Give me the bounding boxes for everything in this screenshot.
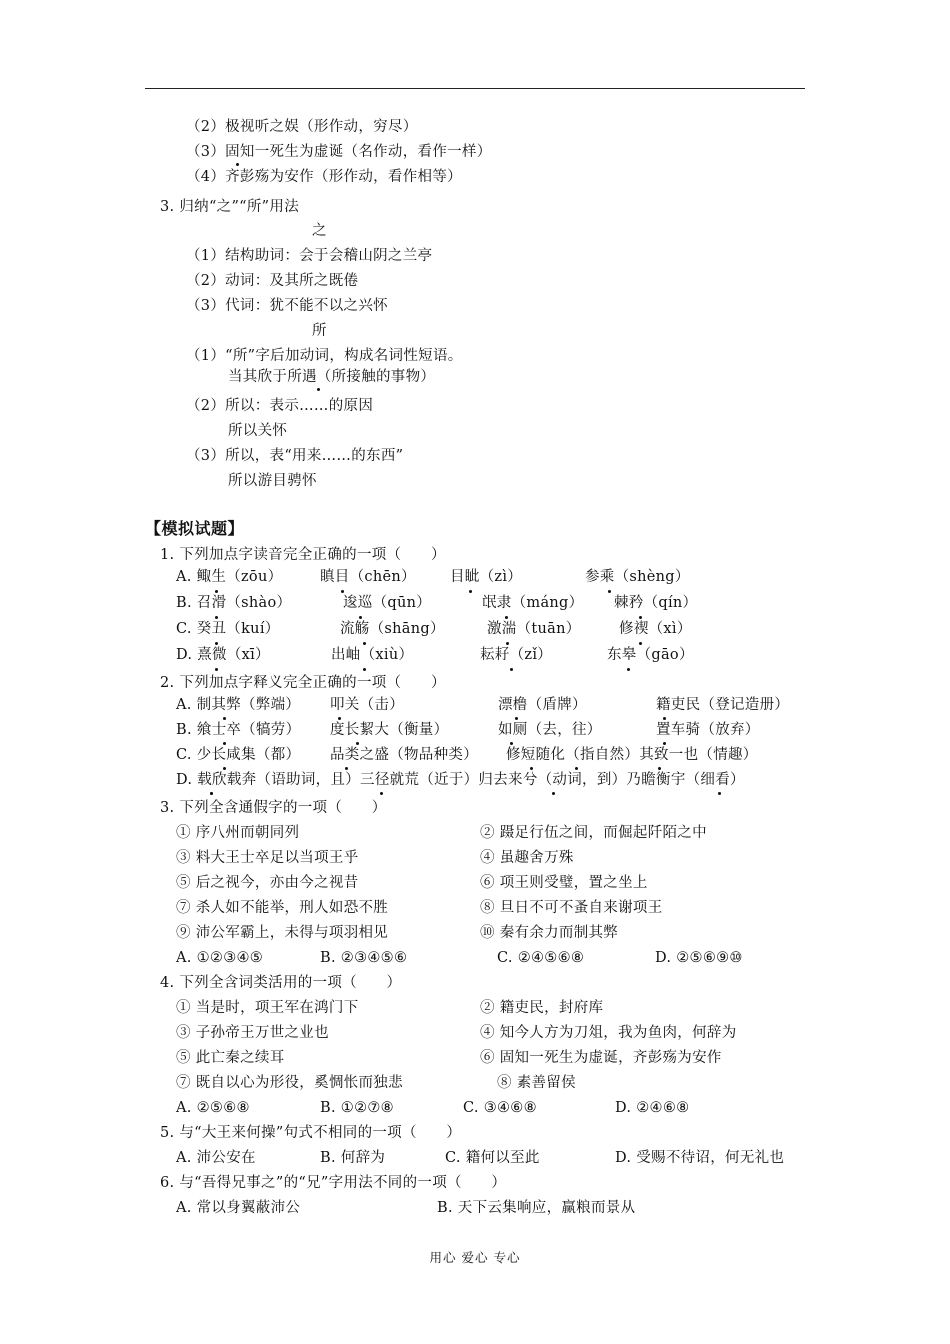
text-line: ② 籍吏民，封府库: [480, 1000, 604, 1016]
text-line: 2. 下列加点字释义完全正确的一项（ ）: [160, 675, 446, 691]
text-line: 修短随化（指自然）其致一也（情趣）: [506, 747, 758, 763]
emphasis-dot-icon: [506, 642, 509, 645]
section-heading: 【模拟试题】: [145, 519, 245, 538]
emphasis-dot-icon: [363, 668, 366, 671]
text-line: A. 鲰生（zōu）: [176, 569, 283, 585]
emphasis-dot-icon: [215, 590, 218, 593]
text-line: D. ②④⑥⑧: [615, 1100, 690, 1116]
text-line: 棘矜（qín）: [614, 595, 698, 611]
text-line: 叩关（击）: [330, 697, 404, 713]
emphasis-dot-icon: [338, 717, 341, 720]
emphasis-dot-icon: [363, 642, 366, 645]
emphasis-dot-icon: [608, 590, 611, 593]
text-line: 品类之盛（物品种类）: [330, 747, 478, 763]
text-line: 4. 下列全含词类活用的一项（ ）: [160, 975, 402, 991]
text-line: A. 制其弊（弊端）: [176, 697, 301, 713]
emphasis-dot-icon: [718, 792, 721, 795]
text-line: 3. 下列全含通假字的一项（ ）: [160, 800, 387, 816]
emphasis-dot-icon: [345, 767, 348, 770]
header-rule: [145, 88, 805, 89]
text-line: D. 载欣载奔（语助词，且）三径就荒（近于）归去来兮（动词，到）乃瞻衡宇（细看）: [176, 772, 745, 788]
text-line: 当其欣于所遇（所接触的事物）: [228, 369, 436, 385]
emphasis-dot-icon: [627, 668, 630, 671]
text-line: ④ 虽趣舍万殊: [480, 850, 574, 866]
emphasis-dot-icon: [223, 717, 226, 720]
text-line: 氓隶（máng）: [482, 595, 584, 611]
text-line: ③ 料大王士卒足以当项王乎: [176, 850, 359, 866]
text-line: 3. 归纳“之”“所”用法: [160, 199, 299, 215]
text-line: C. 癸丑（kuí）: [176, 621, 280, 637]
text-line: ⑧ 素善留侯: [497, 1075, 576, 1091]
text-line: 所以游目骋怀: [228, 473, 317, 489]
text-line: （1）结构助词：会于会稽山阴之兰亭: [186, 248, 433, 264]
text-line: ⑤ 此亡秦之续耳: [176, 1050, 285, 1066]
text-line: B. ②③④⑤⑥: [320, 950, 408, 966]
text-line: A. 常以身翼蔽沛公: [176, 1200, 301, 1216]
text-line: ④ 知今人方为刀俎，我为鱼肉，何辞为: [480, 1025, 737, 1041]
text-line: （3）所以，表“用来……的东西”: [186, 448, 404, 464]
emphasis-dot-icon: [215, 642, 218, 645]
text-line: 出岫（xiù）: [331, 647, 414, 663]
text-line: 之: [312, 223, 327, 239]
text-line: ⑥ 固知一死生为虚诞，齐彭殇为安作: [480, 1050, 722, 1066]
text-line: （3）代词：犹不能不以之兴怀: [186, 298, 388, 314]
text-line: ⑦ 既自以心为形役，奚惆怅而独悲: [176, 1075, 403, 1091]
text-line: ① 当是时，项王军在鸿门下: [176, 1000, 359, 1016]
emphasis-dot-icon: [515, 717, 518, 720]
text-line: A. ①②③④⑤: [176, 950, 264, 966]
text-line: （3）固知一死生为虚诞（名作动，看作一样）: [186, 144, 492, 160]
text-line: 所以关怀: [228, 423, 288, 439]
text-line: B. 何辞为: [320, 1150, 386, 1166]
emphasis-dot-icon: [658, 767, 661, 770]
emphasis-dot-icon: [236, 163, 239, 166]
emphasis-dot-icon: [663, 742, 666, 745]
text-line: 激湍（tuān）: [487, 621, 581, 637]
text-line: C. ③④⑥⑧: [463, 1100, 537, 1116]
text-line: A. 沛公安在: [176, 1150, 256, 1166]
text-line: （2）动词：及其所之既倦: [186, 273, 359, 289]
text-line: 如厕（去，往）: [498, 722, 602, 738]
text-line: 所: [312, 323, 327, 339]
text-line: A. ②⑤⑥⑧: [176, 1100, 250, 1116]
text-line: 流觞（shāng）: [340, 621, 445, 637]
emphasis-dot-icon: [663, 717, 666, 720]
emphasis-dot-icon: [223, 767, 226, 770]
emphasis-dot-icon: [552, 792, 555, 795]
text-line: D. ②⑤⑥⑨⑩: [655, 950, 743, 966]
text-line: 修禊（xì）: [619, 621, 692, 637]
text-line: ⑧ 旦日不可不蚤自来谢项王: [480, 900, 663, 916]
text-line: 籍吏民（登记造册）: [656, 697, 790, 713]
emphasis-dot-icon: [505, 616, 508, 619]
text-line: ⑨ 沛公军霸上，未得与项羽相见: [176, 925, 389, 941]
text-line: 漂橹（盾牌）: [498, 697, 587, 713]
emphasis-dot-icon: [223, 742, 226, 745]
emphasis-dot-icon: [510, 668, 513, 671]
text-line: B. 飨士卒（犒劳）: [176, 722, 301, 738]
text-line: ③ 子孙帝王万世之业也: [176, 1025, 329, 1041]
text-line: 5. 与“大王来何操”句式不相同的一项（ ）: [160, 1125, 462, 1141]
emphasis-dot-icon: [356, 742, 359, 745]
page-footer: [0, 1248, 950, 1266]
emphasis-dot-icon: [215, 668, 218, 671]
emphasis-dot-icon: [469, 590, 472, 593]
text-line: B. 天下云集响应，赢粮而景从: [437, 1200, 636, 1216]
emphasis-dot-icon: [530, 767, 533, 770]
text-line: ⑥ 项王则受璧，置之坐上: [480, 875, 648, 891]
text-line: C. 少长咸集（都）: [176, 747, 301, 763]
emphasis-dot-icon: [215, 616, 218, 619]
text-line: ⑩ 秦有余力而制其弊: [480, 925, 619, 941]
text-line: ② 蹑足行伍之间，而倔起阡陌之中: [480, 825, 707, 841]
text-line: 瞋目（chēn）: [320, 569, 416, 585]
text-line: 度长絜大（衡量）: [330, 722, 449, 738]
text-line: ⑦ 杀人如不能举，刑人如恐不胜: [176, 900, 389, 916]
text-line: 参乘（shèng）: [585, 569, 690, 585]
text-line: 置车骑（放弃）: [656, 722, 760, 738]
emphasis-dot-icon: [575, 767, 578, 770]
text-line: 6. 与“吾得兄事之”的“兄”字用法不同的一项（ ）: [160, 1175, 507, 1191]
text-line: 东皋（gāo）: [607, 647, 694, 663]
emphasis-dot-icon: [639, 616, 642, 619]
emphasis-dot-icon: [510, 742, 513, 745]
text-line: ① 序八州而朝同列: [176, 825, 300, 841]
text-line: D. 熹微（xī）: [176, 647, 270, 663]
text-line: B. 召滑（shào）: [176, 595, 292, 611]
emphasis-dot-icon: [317, 388, 320, 391]
text-line: 逡巡（qūn）: [343, 595, 432, 611]
text-line: C. 籍何以至此: [445, 1150, 540, 1166]
text-line: 目眦（zì）: [450, 569, 523, 585]
emphasis-dot-icon: [359, 616, 362, 619]
emphasis-dot-icon: [210, 792, 213, 795]
text-line: 1. 下列加点字读音完全正确的一项（ ）: [160, 547, 446, 563]
text-line: D. 受赐不待诏，何无礼也: [615, 1150, 785, 1166]
text-line: （4）齐彭殇为安作（形作动，看作相等）: [186, 169, 462, 185]
text-line: （2）极视听之娱（形作动，穷尽）: [186, 119, 418, 135]
text-line: （2）所以：表示……的原因: [186, 398, 374, 414]
text-line: C. ②④⑤⑥⑧: [497, 950, 585, 966]
emphasis-dot-icon: [380, 792, 383, 795]
text-line: B. ①②⑦⑧: [320, 1100, 394, 1116]
footer-text: 用心 爱心 专心: [429, 1250, 521, 1265]
text-line: 耘耔（zǐ）: [480, 647, 553, 663]
text-line: ⑤ 后之视今，亦由今之视昔: [176, 875, 359, 891]
emphasis-dot-icon: [639, 642, 642, 645]
emphasis-dot-icon: [341, 590, 344, 593]
text-line: （1）“所”字后加动词，构成名词性短语。: [186, 348, 463, 364]
